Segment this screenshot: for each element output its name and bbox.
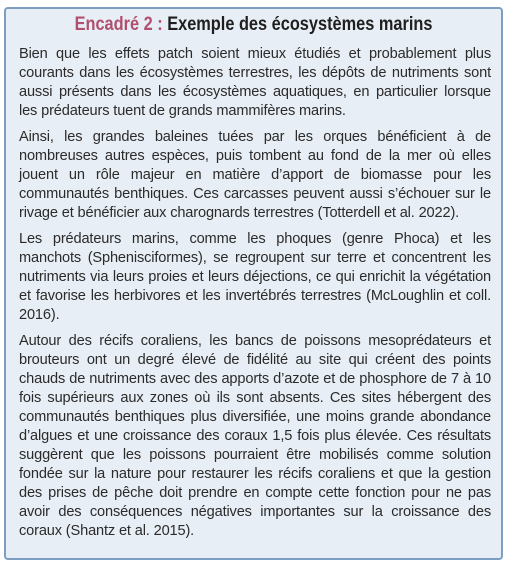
box-title-text: Exemple des écosystèmes marins (162, 14, 433, 35)
box-body (19, 45, 491, 548)
paragraph-4: Autour des récifs coraliens, les bancs de poissons mesoprédateurs et brouteurs ont un degré élevé de fidélité au site qui créent des points chauds de nutriments avec des apports d’azote et de phosphore de 7 à 10 fois supérieurs aux zones où ils sont absents. Ces sites hébergent des communautés benthiques plus diversifiée, une moins grande abondance d’algues et une croissance des coraux 1,5 fois plus élevée. Ces résultats suggèrent que les poissons pourraient être mobilisés comme solution fondée sur la nature pour restaurer les récifs coraliens et que la gestion des prises de pêche doit prendre en compte cette fonction pour ne pas avoir des conséquences négatives importantes sur la croissance des coraux (Shantz et al. 2015). (19, 333, 491, 539)
paragraph-1: Bien que les effets patch soient mieux étudiés et probablement plus courants dans les écosystèmes terrestres, les dépôts de nutriments sont aussi présents dans les écosystèmes aquatiques, en particulier lorsque les prédateurs tuent de grands mammifères marins. (19, 46, 491, 119)
paragraph-3: Les prédateurs marins, comme les phoques (genre Phoca) et les manchots (Sphenisciformes), se regroupent sur terre et concentrent les nutriments via leurs proies et leurs déjections, ce qui enrichit la végétation et favorise les herbivores et les invertébrés terrestres (McLoughlin et coll. 2016). (19, 231, 491, 323)
box-title (41, 13, 467, 37)
info-box (4, 7, 503, 560)
paragraph-2: Ainsi, les grandes baleines tuées par les orques bénéficient à de nombreuses autres espèces, puis tombent au fond de la mer où elles jouent un rôle majeur en matière d’apport de biomasse pour les communautés benthiques. Ces carcasses peuvent aussi s’échouer sur le rivage et bénéficier aux charognards terrestres (Totterdell et al. 2022). (19, 129, 491, 221)
box-title-label: Encadré 2 : (74, 14, 163, 35)
